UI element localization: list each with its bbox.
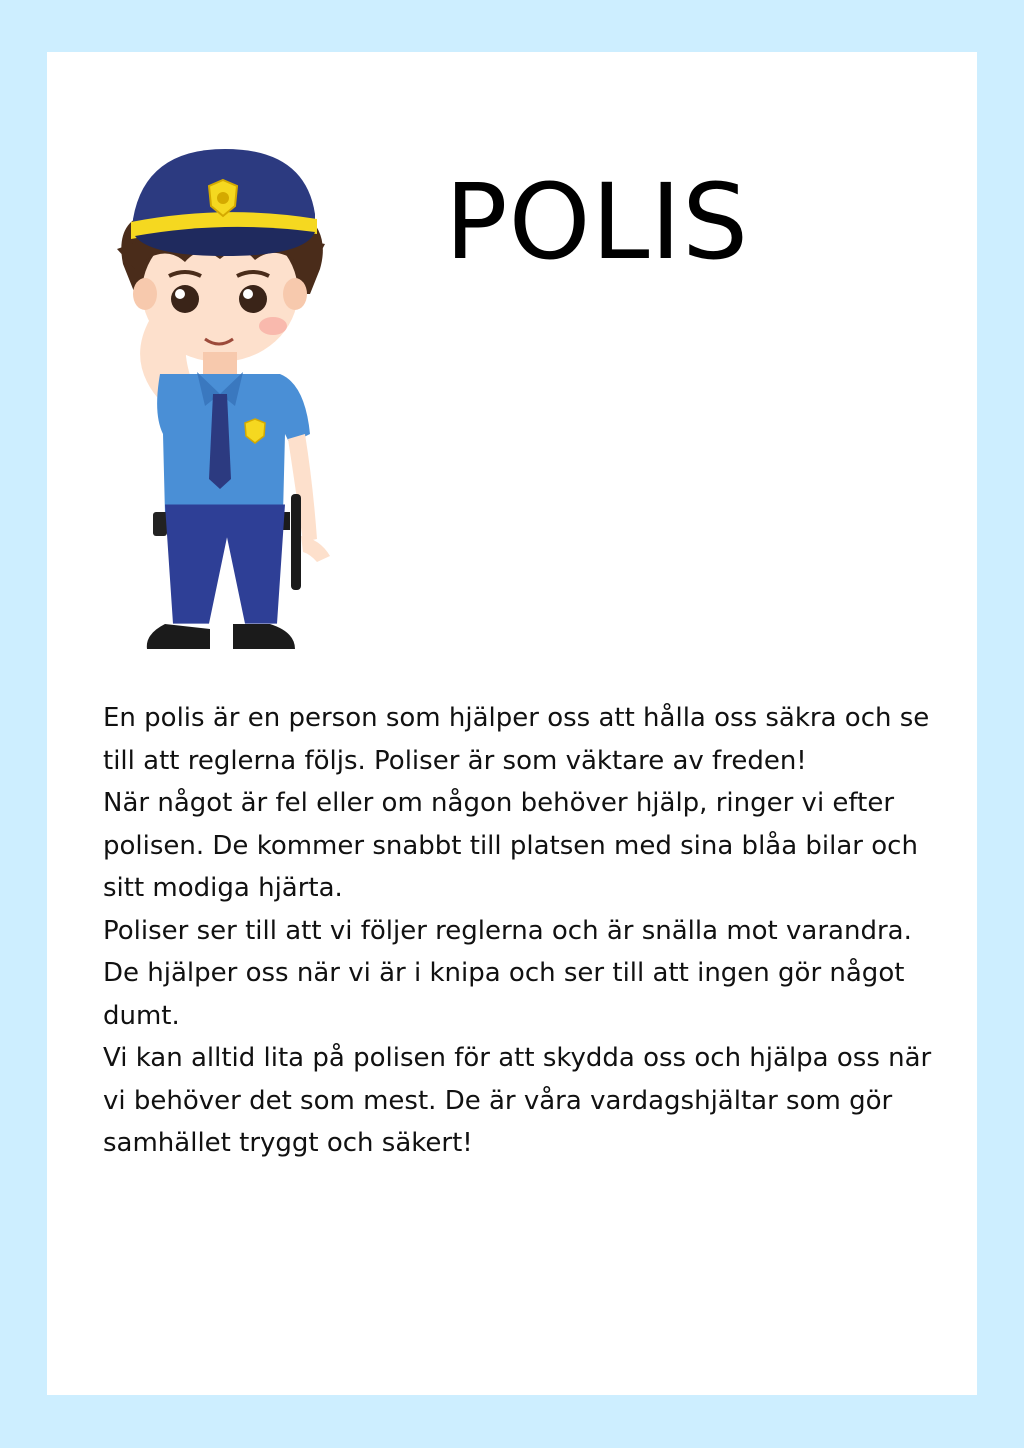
page-title: POLIS xyxy=(444,161,750,283)
paragraph-3: Poliser ser till att vi följer reglerna och är snälla mot varandra. De hjälper oss när vi är i knipa och ser till att ingen gör något dumt. xyxy=(103,915,912,1031)
paragraph-1: En polis är en person som hjälper oss att hålla oss säkra och se till att reglerna följs. Poliser är som väktare av freden! xyxy=(103,703,930,776)
paragraph-4: Vi kan alltid lita på polisen för att skydda oss och hjälpa oss när vi behöver det som mest. De är våra vardagshjältar som gör samhället tryggt och säkert! xyxy=(103,1043,932,1158)
police-boy-illustration xyxy=(105,144,335,654)
body-text xyxy=(103,697,933,1165)
paragraph-2: När något är fel eller om någon behöver hjälp, ringer vi efter polisen. De kommer snabbt till platsen med sina blåa bilar och sitt modiga hjärta. xyxy=(103,788,918,903)
worksheet-page xyxy=(47,52,977,1395)
